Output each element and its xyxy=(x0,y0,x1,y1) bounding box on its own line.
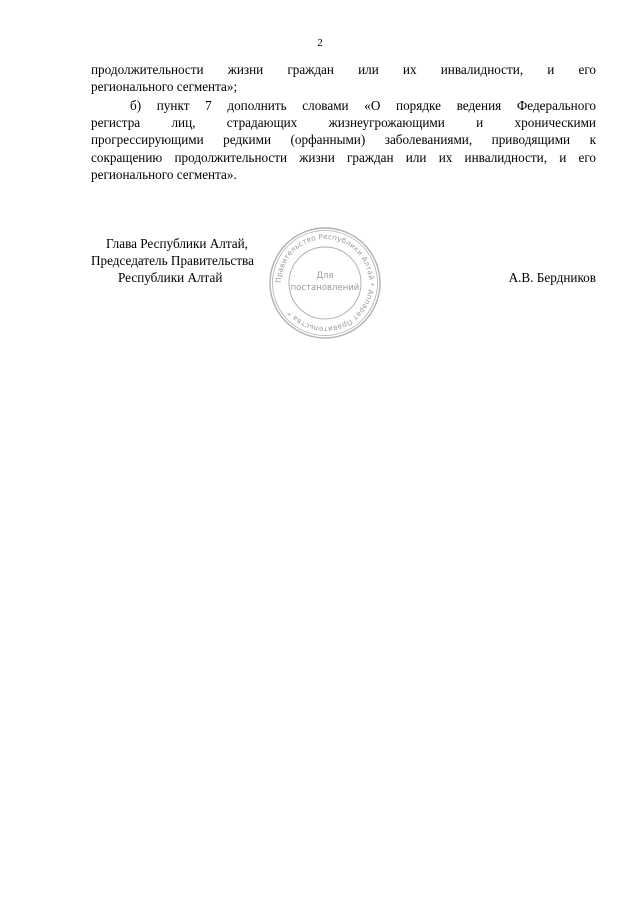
text-line: регистра лиц, страдающих жизнеугрожающими и хроническими xyxy=(91,115,596,131)
stamp-seal-icon xyxy=(268,226,382,340)
svg-text:постановлений: постановлений xyxy=(290,283,360,293)
signatory-title-line-2: Председатель Правительства xyxy=(91,253,254,268)
text-line: продолжительности жизни граждан или их инвалидности, и его xyxy=(91,62,596,77)
text-line: прогрессирующими редкими (орфанными) заболеваниями, приводящими к xyxy=(91,132,596,148)
page-number: 2 xyxy=(317,37,323,49)
text-line: регионального сегмента»; xyxy=(91,79,238,95)
svg-text:Правительство Республики Алтай: Правительство Республики Алтай * Аппарат Правительства * xyxy=(273,231,377,335)
signatory-title-line-3: Республики Алтай xyxy=(118,270,223,285)
svg-text:Для: Для xyxy=(316,271,334,281)
official-stamp xyxy=(268,226,382,340)
text-line: сокращению продолжительности жизни граждан или их инвалидности, и его xyxy=(91,149,596,165)
paragraph-item-b xyxy=(91,97,596,183)
signatory-name: А.В. Бердников xyxy=(508,270,596,285)
paragraph-continuation xyxy=(91,61,596,95)
text-line: б) пункт 7 дополнить словами «О порядке ведения Федерального xyxy=(130,98,596,113)
text-line: регионального сегмента». xyxy=(91,166,237,182)
signatory-title-line-1: Глава Республики Алтай, xyxy=(106,236,248,251)
